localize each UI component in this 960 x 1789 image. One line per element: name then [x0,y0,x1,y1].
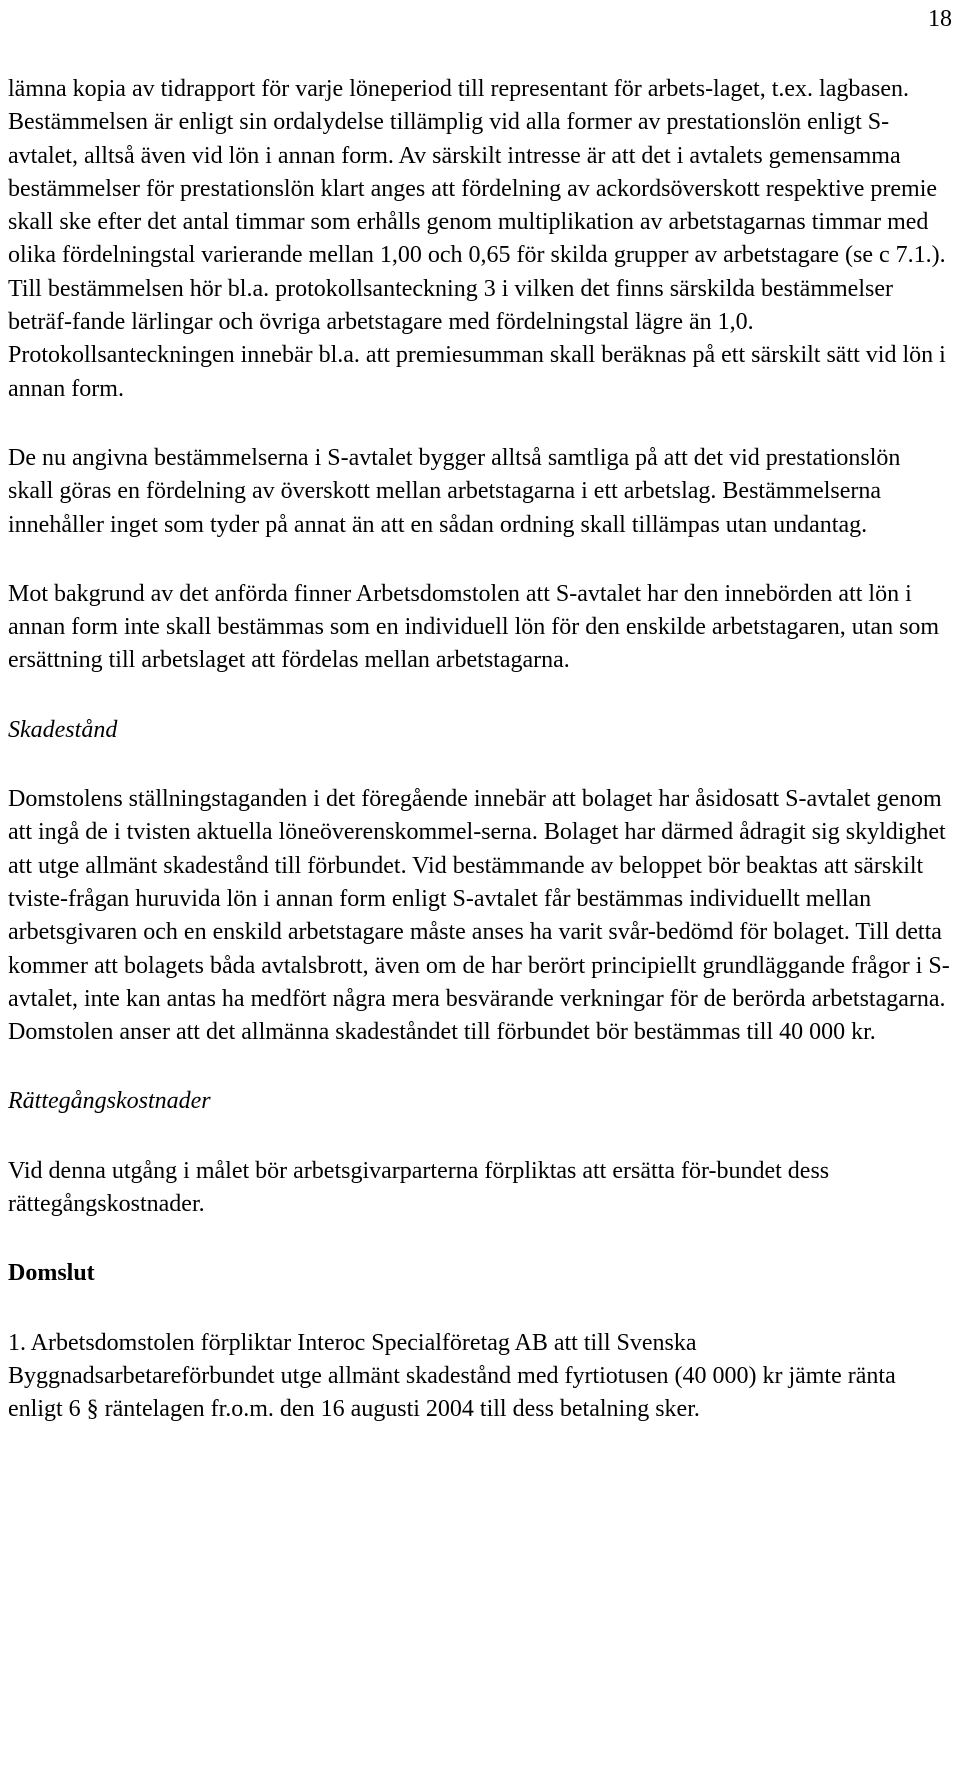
paragraph-domslut-1: 1. Arbetsdomstolen förpliktar Interoc Specialföretag AB att till Svenska Byggnadsarbetareförbundet utge allmänt skadestånd med fyrtiotusen (40 000) kr jämte ränta enligt 6 § räntelagen fr.o.m. den 16 augusti 2004 till dess betalning sker. [8,1329,896,1423]
paragraph-mot-bakgrund: Mot bakgrund av det anförda finner Arbetsdomstolen att S-avtalet har den innebörden att lön i annan form inte skall bestämmas som en individuell lön för den enskilde arbetstagaren, utan som ersättning till arbetslaget att fördelas mellan arbetstagarna. [8,580,940,674]
paragraph-gap [8,1049,950,1085]
heading-rattegangskostnader: Rättegångskostnader [8,1088,211,1115]
paragraph-tidrapport: lämna kopia av tidrapport för varje löneperiod till representant för arbets-laget, t.ex. lagbasen. Bestämmelsen är enligt sin ordalydelse tillämplig vid alla former av prestationslön enligt S-avtalet, alltså även vid lön i annan form. Av särskilt intresse är att det i avtalets gemensamma bestämmelser för prestationslön klart anges att fördelning av ackordsöverskott respektive premie skall ske efter det antal timmar som erhålls genom multiplikation av arbetstagarnas timmar med olika fördelningstal varierande mellan 1,00 och 0,65 för skilda grupper av arbetstagare (se c 7.1.). Till bestämmelsen hör bl.a. protokollsanteckning 3 i vilken det finns särskilda bestämmelser beträf-fande lärlingar och övriga arbetstagare med fördelningstal lägre än 1,0. Protokollsanteckningen innebär bl.a. att premiesumman skall beräknas på ett särskilt sätt vid lön i annan form. [8,76,946,402]
paragraph-gap [8,1119,950,1155]
page-number: 18 [928,6,952,32]
paragraph-gap [8,406,950,442]
paragraph-gap [8,1221,950,1257]
heading-skadestand: Skadestånd [8,716,118,743]
paragraph-domstolens: Domstolens ställningstaganden i det föregående innebär att bolaget har åsidosatt S-avtalet genom att ingå de i tvisten aktuella löneöverenskommel-serna. Bolaget har därmed ådragit sig skyldighet att utge allmänt skadestånd till förbundet. Vid bestämmande av beloppet bör beaktas att särskilt tviste-frågan huruvida lön i annan form enligt S-avtalet får bestämmas individuellt mellan arbetsgivaren och en enskild arbetstagare måste anses ha varit svår-bedömd för bolaget. Till detta kommer att bolagets båda avtalsbrott, även om de har berört principiellt grundläggande frågor i S-avtalet, inte kan antas ha medfört några mera besvärande verkningar för de berörda arbetstagarna. Domstolen anser att det allmänna skadeståndet till förbundet bör bestämmas till 40 000 kr. [8,786,950,1046]
paragraph-vid-denna: Vid denna utgång i målet bör arbetsgivarparterna förpliktas att ersätta för-bundet dess rättegångskostnader. [8,1157,830,1218]
heading-domslut: Domslut [8,1260,95,1287]
paragraph-gap [8,542,950,578]
document-body [8,73,950,1427]
paragraph-gap [8,747,950,783]
paragraph-bestammelserna: De nu angivna bestämmelserna i S-avtalet bygger alltså samtliga på att det vid prestationslön skall göras en fördelning av överskott mellan arbetstagarna i ett arbetslag. Bestämmelserna innehåller inget som tyder på annat än att en sådan ordning skall tillämpas utan undantag. [8,444,901,538]
paragraph-gap [8,1291,950,1327]
paragraph-gap [8,678,950,714]
